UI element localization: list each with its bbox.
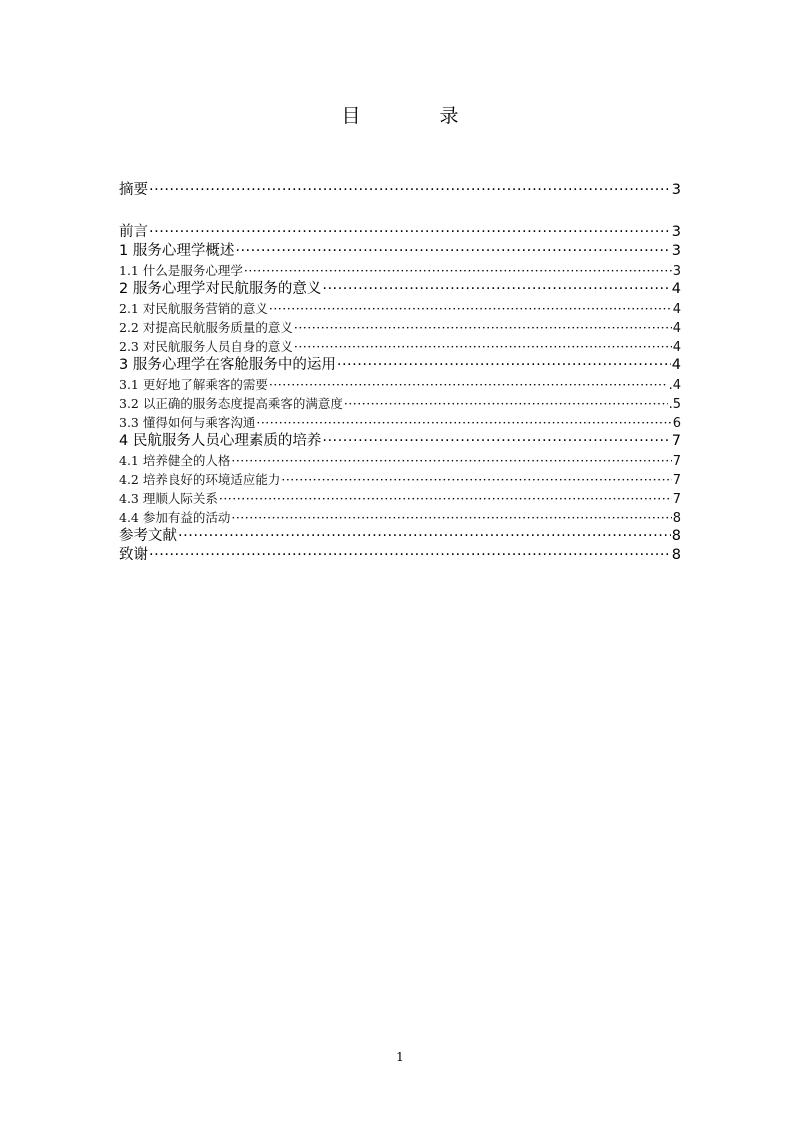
dot-leader: [281, 470, 671, 489]
toc-entry-label: 4.1 培养健全的人格: [119, 453, 231, 468]
toc-entry-label: 1 服务心理学概述: [119, 243, 235, 259]
dot-leader: [322, 280, 670, 299]
dot-leader: [269, 375, 668, 394]
toc-title: 目 录: [341, 105, 489, 127]
toc-entry-page: 7: [672, 454, 681, 469]
toc-entry-section-4-4[interactable]: [119, 508, 681, 527]
toc-entry-page: 4: [672, 340, 681, 355]
toc-entry-preface[interactable]: [119, 223, 681, 242]
toc-entry-label: 1.1 什么是服务心理学: [119, 263, 243, 278]
toc-entry-section-4-2[interactable]: [119, 470, 681, 489]
toc-entry-page: .4: [668, 378, 681, 393]
toc-entry-page: 7: [672, 492, 681, 507]
dot-leader: [219, 489, 672, 508]
dot-leader: [294, 337, 672, 356]
toc-entry-chapter-3[interactable]: [119, 356, 681, 375]
toc-entry-section-1-1[interactable]: [119, 261, 681, 280]
toc-entry-label: 3 服务心理学在客舱服务中的运用: [119, 357, 336, 373]
dot-leader: [344, 394, 668, 413]
toc-entry-abstract[interactable]: [119, 181, 681, 200]
toc-entry-chapter-4[interactable]: [119, 432, 681, 451]
toc-entry-section-4-1[interactable]: [119, 451, 681, 470]
toc-entry-chapter-2[interactable]: [119, 280, 681, 299]
toc-entry-label: 4.3 理顺人际关系: [119, 491, 218, 506]
toc-entry-page: 3: [672, 264, 681, 279]
dot-leader: [244, 261, 672, 280]
toc-entry-label: 2 服务心理学对民航服务的意义: [119, 281, 322, 297]
table-of-contents: [119, 181, 681, 565]
dot-leader: [149, 181, 671, 200]
toc-entry-page: 7: [672, 473, 681, 488]
toc-entry-page: 4: [671, 357, 681, 373]
toc-entry-page: 4: [671, 281, 681, 297]
dot-leader: [235, 242, 670, 261]
toc-entry-label: 4.4 参加有益的活动: [119, 510, 231, 525]
toc-entry-page: 7: [671, 433, 681, 449]
toc-entry-label: 参考文献: [119, 528, 177, 544]
toc-entry-section-2-2[interactable]: [119, 318, 681, 337]
toc-entry-page: .5: [668, 397, 681, 412]
dot-leader: [231, 451, 671, 470]
toc-entry-chapter-1[interactable]: [119, 242, 681, 261]
toc-entry-label: 4.2 培养良好的环境适应能力: [119, 472, 281, 487]
toc-entry-label: 致谢: [119, 547, 148, 563]
dot-leader: [149, 223, 671, 242]
toc-entry-section-3-1[interactable]: [119, 375, 681, 394]
dot-leader: [149, 546, 671, 565]
toc-entry-label: 前言: [119, 224, 148, 240]
toc-entry-page: 4: [672, 321, 681, 336]
toc-entry-label: 3.3 懂得如何与乘客沟通: [119, 415, 256, 430]
dot-leader: [231, 508, 671, 527]
dot-leader: [294, 318, 672, 337]
dot-leader: [269, 299, 672, 318]
toc-entry-label: 3.1 更好地了解乘客的需要: [119, 377, 268, 392]
toc-entry-section-2-1[interactable]: [119, 299, 681, 318]
toc-entry-label: 3.2 以正确的服务态度提高乘客的满意度: [119, 396, 343, 411]
toc-entry-page: 8: [671, 547, 681, 563]
toc-entry-section-4-3[interactable]: [119, 489, 681, 508]
toc-entry-section-2-3[interactable]: [119, 337, 681, 356]
dot-leader: [337, 356, 671, 375]
toc-entry-page: 8: [672, 511, 681, 526]
toc-entry-label: 4 民航服务人员心理素质的培养: [119, 433, 322, 449]
toc-entry-page: 3: [671, 182, 681, 198]
toc-entry-label: 2.1 对民航服务营销的意义: [119, 301, 268, 316]
page-number: 1: [396, 1050, 404, 1064]
toc-entry-section-3-3[interactable]: [119, 413, 681, 432]
dot-leader: [322, 432, 670, 451]
toc-entry-label: 2.2 对提高民航服务质量的意义: [119, 320, 293, 335]
toc-entry-page: 4: [672, 302, 681, 317]
toc-entry-label: 摘要: [119, 182, 148, 198]
toc-entry-label: 2.3 对民航服务人员自身的意义: [119, 339, 293, 354]
dot-leader: [178, 527, 671, 546]
toc-entry-references[interactable]: [119, 527, 681, 546]
toc-entry-page: 3: [671, 224, 681, 240]
dot-leader: [256, 413, 671, 432]
toc-entry-page: 6: [672, 416, 681, 431]
toc-entry-acknowledgements[interactable]: [119, 546, 681, 565]
toc-entry-section-3-2[interactable]: [119, 394, 681, 413]
toc-entry-page: 3: [671, 243, 681, 259]
toc-entry-page: 8: [671, 528, 681, 544]
